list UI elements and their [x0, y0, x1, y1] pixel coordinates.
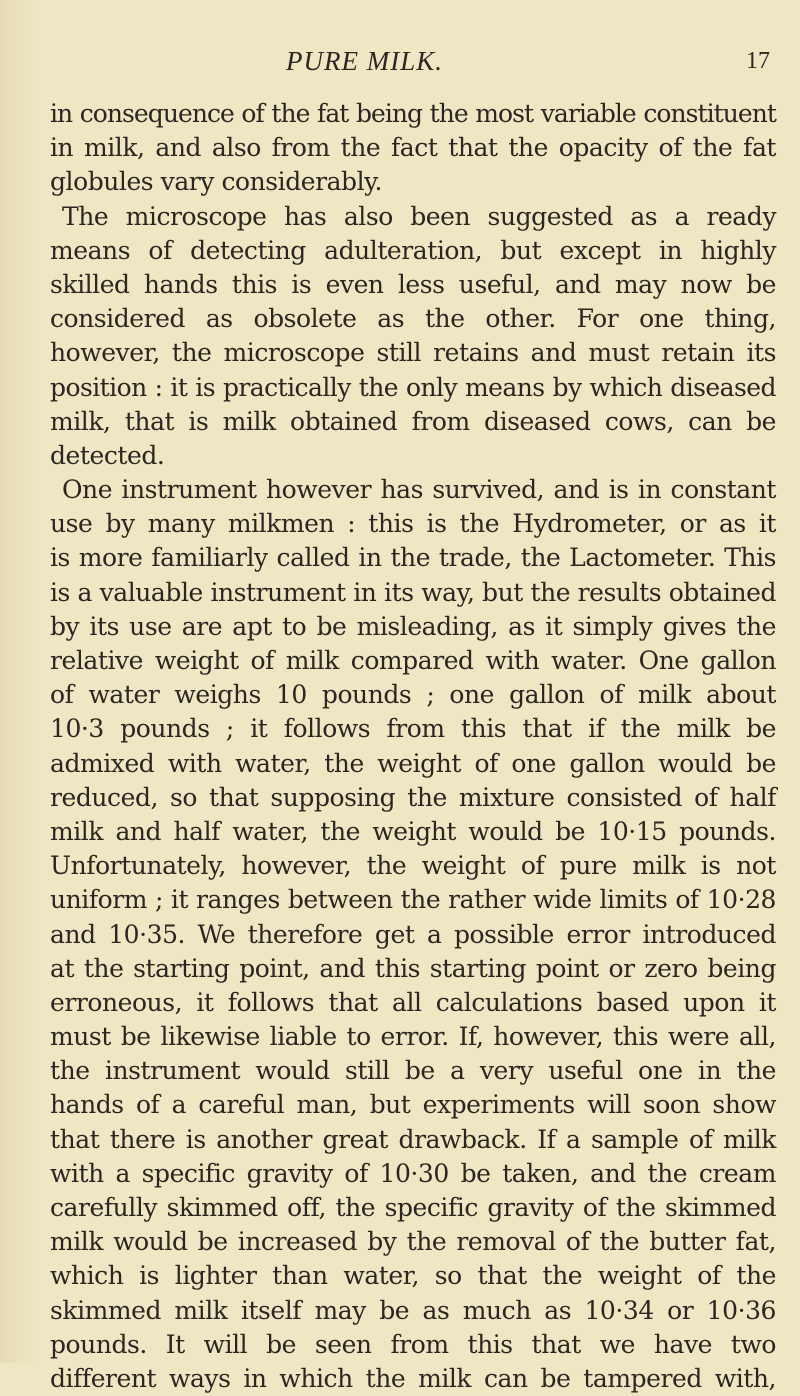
text-line: is a valuable instrument in its way, but the results obtained: [50, 577, 776, 607]
text-line: the instrument would still be a very useful one in the: [50, 1056, 776, 1086]
text-line: 10·3 pounds ; it follows from this that if the milk be: [50, 714, 776, 744]
text-line: skimmed milk itself may be as much as 10·34 or 10·36: [50, 1295, 776, 1325]
text-line: erroneous, it follows that all calculations based upon it: [50, 987, 776, 1017]
text-line: skilled hands this is even less useful, and may now be: [50, 269, 776, 299]
text-line: different ways in which the milk can be tampered with,: [50, 1363, 776, 1393]
page-edge-shadow: [0, 0, 38, 1363]
text-line: milk would be increased by the removal of the butter fat,: [50, 1227, 776, 1257]
text-line: considered as obsolete as the other. For one thing,: [50, 304, 776, 334]
text-line: carefully skimmed off, the specific gravity of the skimmed: [50, 1193, 776, 1222]
text-line: milk, that is milk obtained from diseased cows, can be: [50, 406, 776, 436]
text-line: Unfortunately, however, the weight of pure milk is not: [50, 851, 776, 881]
running-head: [0, 44, 800, 84]
text-line: position : it is practically the only means by which diseased: [50, 372, 776, 402]
text-line: use by many milkmen : this is the Hydrometer, or as it: [50, 509, 776, 539]
text-line: globules vary considerably.: [50, 167, 383, 197]
text-line: One instrument however has survived, and is in constant: [62, 475, 776, 505]
text-line: detected.: [50, 440, 165, 470]
running-title: PURE MILK.: [286, 46, 443, 76]
text-line: milk and half water, the weight would be 10·15 pounds.: [50, 816, 776, 846]
body-text: [50, 97, 776, 1396]
text-line: and 10·35. We therefore get a possible error introduced: [50, 919, 776, 949]
page-number: 17: [746, 48, 770, 74]
text-line: reduced, so that supposing the mixture consisted of half: [50, 782, 776, 812]
text-line: uniform ; it ranges between the rather wide limits of 10·28: [50, 885, 776, 915]
text-line: in milk, and also from the fact that the opacity of the fat: [50, 133, 776, 163]
text-line: by its use are apt to be misleading, as it simply gives the: [50, 611, 776, 641]
text-line: pounds. It will be seen from this that we have two: [50, 1329, 776, 1359]
text-line: hands of a careful man, but experiments will soon show: [50, 1090, 776, 1120]
text-line: at the starting point, and this starting point or zero being: [50, 953, 776, 983]
text-line: is more familiarly called in the trade, the Lactometer. This: [50, 543, 776, 573]
text-line: with a specific gravity of 10·30 be taken, and the cream: [50, 1158, 776, 1188]
text-line: however, the microscope still retains and must retain its: [50, 338, 776, 368]
text-line: which is lighter than water, so that the weight of the: [50, 1261, 776, 1291]
text-line: The microscope has also been suggested as a ready: [62, 201, 776, 231]
text-line: admixed with water, the weight of one gallon would be: [50, 748, 776, 778]
text-line: in consequence of the fat being the most variable constituent: [50, 99, 776, 128]
text-line: must be likewise liable to error. If, however, this were all,: [50, 1022, 776, 1052]
text-line: that there is another great drawback. If a sample of milk: [50, 1124, 776, 1154]
text-line: means of detecting adulteration, but except in highly: [50, 235, 776, 265]
text-line: relative weight of milk compared with water. One gallon: [50, 646, 776, 675]
text-line: of water weighs 10 pounds ; one gallon of milk about: [50, 680, 776, 710]
